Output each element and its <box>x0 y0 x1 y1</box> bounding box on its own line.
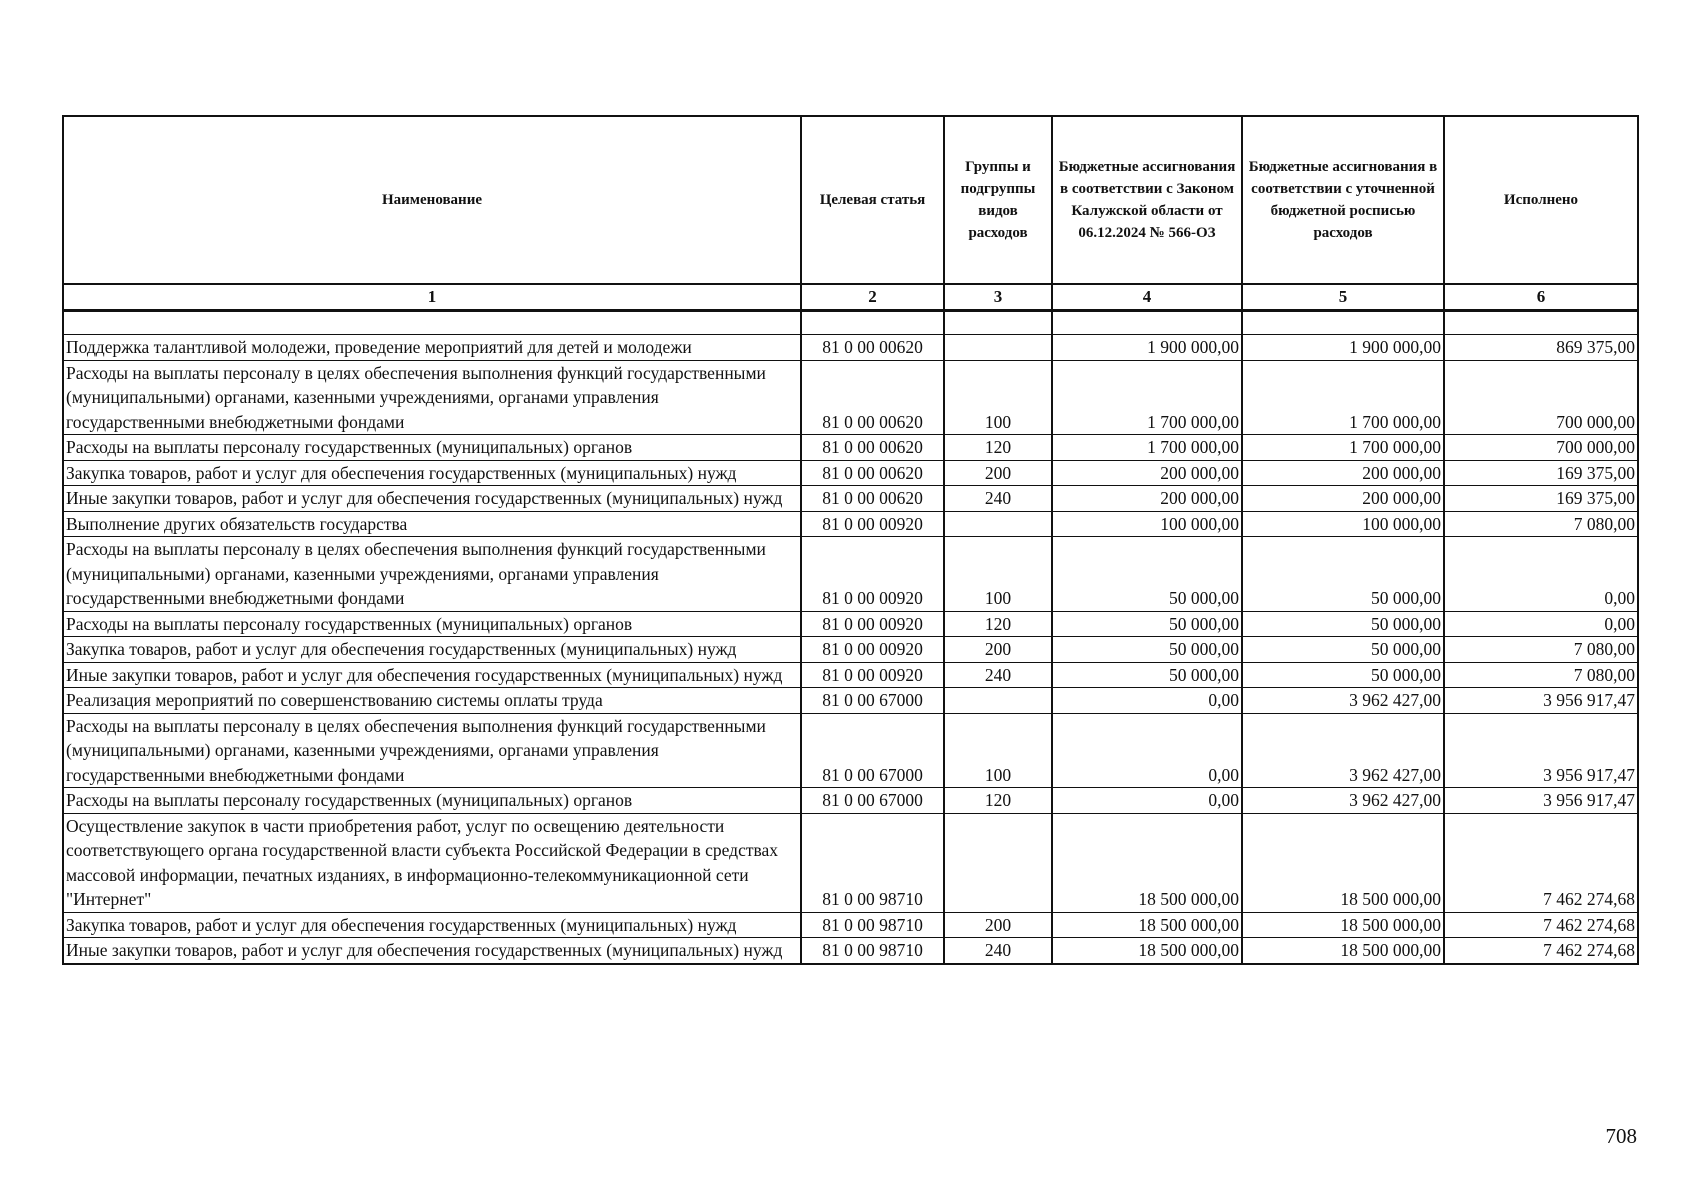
target-article-cell: 81 0 00 00920 <box>801 611 944 637</box>
column-number: 2 <box>801 284 944 311</box>
law-allocation-cell: 18 500 000,00 <box>1052 912 1242 938</box>
refined-allocation-cell: 100 000,00 <box>1242 511 1444 537</box>
expense-group-cell: 200 <box>944 912 1052 938</box>
expense-group-cell <box>944 813 1052 912</box>
table-row <box>63 435 1638 461</box>
row-name-cell: Выполнение других обязательств государства <box>63 511 801 537</box>
target-article-cell: 81 0 00 00920 <box>801 637 944 663</box>
executed-cell: 0,00 <box>1444 537 1638 612</box>
row-name-cell: Расходы на выплаты персоналу в целях обеспечения выполнения функций государственными (муниципальными) органами, казенными учреждениями, органами управления государственными внебюджетными фондами <box>63 537 801 612</box>
table-row <box>63 611 1638 637</box>
target-article-cell: 81 0 00 98710 <box>801 938 944 964</box>
row-name-cell: Закупка товаров, работ и услуг для обеспечения государственных (муниципальных) нужд <box>63 637 801 663</box>
budget-execution-table <box>62 115 1639 965</box>
executed-cell: 3 956 917,47 <box>1444 713 1638 788</box>
header-name: Наименование <box>63 116 801 284</box>
target-article-cell: 81 0 00 67000 <box>801 788 944 814</box>
row-name-cell: Поддержка талантливой молодежи, проведение мероприятий для детей и молодежи <box>63 335 801 361</box>
target-article-cell: 81 0 00 00920 <box>801 511 944 537</box>
table-row <box>63 912 1638 938</box>
executed-cell: 700 000,00 <box>1444 360 1638 435</box>
law-allocation-cell: 1 700 000,00 <box>1052 435 1242 461</box>
refined-allocation-cell: 3 962 427,00 <box>1242 713 1444 788</box>
refined-allocation-cell: 3 962 427,00 <box>1242 788 1444 814</box>
table-row <box>63 460 1638 486</box>
header-refined-allocations: Бюджетные ассигнования в соответствии с уточненной бюджетной росписью расходов <box>1242 116 1444 284</box>
header-row <box>63 116 1638 284</box>
column-number: 3 <box>944 284 1052 311</box>
refined-allocation-cell: 50 000,00 <box>1242 637 1444 663</box>
refined-allocation-cell: 1 700 000,00 <box>1242 435 1444 461</box>
executed-cell: 7 080,00 <box>1444 662 1638 688</box>
target-article-cell: 81 0 00 67000 <box>801 713 944 788</box>
expense-group-cell: 120 <box>944 611 1052 637</box>
expense-group-cell: 200 <box>944 460 1052 486</box>
expense-group-cell: 200 <box>944 637 1052 663</box>
executed-cell: 169 375,00 <box>1444 486 1638 512</box>
expense-group-cell <box>944 335 1052 361</box>
row-name-cell: Иные закупки товаров, работ и услуг для обеспечения государственных (муниципальных) нужд <box>63 486 801 512</box>
refined-allocation-cell: 3 962 427,00 <box>1242 688 1444 714</box>
table-row <box>63 688 1638 714</box>
executed-cell: 7 462 274,68 <box>1444 912 1638 938</box>
column-number: 4 <box>1052 284 1242 311</box>
law-allocation-cell: 200 000,00 <box>1052 460 1242 486</box>
refined-allocation-cell: 18 500 000,00 <box>1242 912 1444 938</box>
target-article-cell: 81 0 00 00620 <box>801 335 944 361</box>
header-executed: Исполнено <box>1444 116 1638 284</box>
refined-allocation-cell: 50 000,00 <box>1242 662 1444 688</box>
table-row <box>63 511 1638 537</box>
expense-group-cell: 100 <box>944 713 1052 788</box>
expense-group-cell: 100 <box>944 537 1052 612</box>
row-name-cell: Закупка товаров, работ и услуг для обеспечения государственных (муниципальных) нужд <box>63 460 801 486</box>
row-name-cell: Расходы на выплаты персоналу государственных (муниципальных) органов <box>63 788 801 814</box>
column-number: 5 <box>1242 284 1444 311</box>
refined-allocation-cell: 1 700 000,00 <box>1242 360 1444 435</box>
row-name-cell: Осуществление закупок в части приобретения работ, услуг по освещению деятельности соответствующего органа государственной власти субъекта Российской Федерации в средствах массовой информации, печатных изданиях, в информационно-телекоммуникационной сети "Интернет" <box>63 813 801 912</box>
table-row <box>63 662 1638 688</box>
target-article-cell: 81 0 00 00920 <box>801 662 944 688</box>
expense-group-cell <box>944 511 1052 537</box>
row-name-cell: Расходы на выплаты персоналу в целях обеспечения выполнения функций государственными (муниципальными) органами, казенными учреждениями, органами управления государственными внебюджетными фондами <box>63 713 801 788</box>
table-row <box>63 637 1638 663</box>
row-name-cell: Реализация мероприятий по совершенствованию системы оплаты труда <box>63 688 801 714</box>
expense-group-cell: 120 <box>944 788 1052 814</box>
row-name-cell: Расходы на выплаты персоналу государственных (муниципальных) органов <box>63 611 801 637</box>
header-expense-groups: Группы и подгруппы видов расходов <box>944 116 1052 284</box>
executed-cell: 3 956 917,47 <box>1444 688 1638 714</box>
law-allocation-cell: 0,00 <box>1052 788 1242 814</box>
target-article-cell: 81 0 00 00620 <box>801 360 944 435</box>
refined-allocation-cell: 1 900 000,00 <box>1242 335 1444 361</box>
target-article-cell: 81 0 00 67000 <box>801 688 944 714</box>
target-article-cell: 81 0 00 00620 <box>801 460 944 486</box>
target-article-cell: 81 0 00 98710 <box>801 912 944 938</box>
law-allocation-cell: 50 000,00 <box>1052 537 1242 612</box>
header-law-allocations: Бюджетные ассигнования в соответствии с Законом Калужской области от 06.12.2024 № 566-ОЗ <box>1052 116 1242 284</box>
law-allocation-cell: 1 900 000,00 <box>1052 335 1242 361</box>
refined-allocation-cell: 200 000,00 <box>1242 460 1444 486</box>
row-name-cell: Расходы на выплаты персоналу государственных (муниципальных) органов <box>63 435 801 461</box>
law-allocation-cell: 0,00 <box>1052 688 1242 714</box>
law-allocation-cell: 18 500 000,00 <box>1052 813 1242 912</box>
spacer-row <box>63 311 1638 335</box>
table-row <box>63 537 1638 612</box>
law-allocation-cell: 50 000,00 <box>1052 637 1242 663</box>
table-row <box>63 813 1638 912</box>
table-row <box>63 938 1638 964</box>
table-row <box>63 713 1638 788</box>
refined-allocation-cell: 18 500 000,00 <box>1242 813 1444 912</box>
law-allocation-cell: 18 500 000,00 <box>1052 938 1242 964</box>
page-number: 708 <box>1605 1124 1637 1148</box>
executed-cell: 169 375,00 <box>1444 460 1638 486</box>
target-article-cell: 81 0 00 00920 <box>801 537 944 612</box>
table-row <box>63 486 1638 512</box>
row-name-cell: Закупка товаров, работ и услуг для обеспечения государственных (муниципальных) нужд <box>63 912 801 938</box>
table-row <box>63 335 1638 361</box>
executed-cell: 7 080,00 <box>1444 637 1638 663</box>
target-article-cell: 81 0 00 00620 <box>801 486 944 512</box>
law-allocation-cell: 100 000,00 <box>1052 511 1242 537</box>
target-article-cell: 81 0 00 98710 <box>801 813 944 912</box>
column-number-row <box>63 284 1638 311</box>
executed-cell: 3 956 917,47 <box>1444 788 1638 814</box>
column-number: 1 <box>63 284 801 311</box>
refined-allocation-cell: 50 000,00 <box>1242 537 1444 612</box>
row-name-cell: Расходы на выплаты персоналу в целях обеспечения выполнения функций государственными (муниципальными) органами, казенными учреждениями, органами управления государственными внебюджетными фондами <box>63 360 801 435</box>
law-allocation-cell: 0,00 <box>1052 713 1242 788</box>
law-allocation-cell: 50 000,00 <box>1052 662 1242 688</box>
executed-cell: 7 080,00 <box>1444 511 1638 537</box>
header-target-article: Целевая статья <box>801 116 944 284</box>
refined-allocation-cell: 200 000,00 <box>1242 486 1444 512</box>
expense-group-cell: 240 <box>944 938 1052 964</box>
table-row <box>63 360 1638 435</box>
expense-group-cell <box>944 688 1052 714</box>
expense-group-cell: 100 <box>944 360 1052 435</box>
row-name-cell: Иные закупки товаров, работ и услуг для обеспечения государственных (муниципальных) нужд <box>63 662 801 688</box>
expense-group-cell: 240 <box>944 662 1052 688</box>
expense-group-cell: 120 <box>944 435 1052 461</box>
refined-allocation-cell: 50 000,00 <box>1242 611 1444 637</box>
executed-cell: 869 375,00 <box>1444 335 1638 361</box>
refined-allocation-cell: 18 500 000,00 <box>1242 938 1444 964</box>
executed-cell: 7 462 274,68 <box>1444 938 1638 964</box>
law-allocation-cell: 50 000,00 <box>1052 611 1242 637</box>
executed-cell: 0,00 <box>1444 611 1638 637</box>
table-row <box>63 788 1638 814</box>
expense-group-cell: 240 <box>944 486 1052 512</box>
target-article-cell: 81 0 00 00620 <box>801 435 944 461</box>
law-allocation-cell: 1 700 000,00 <box>1052 360 1242 435</box>
row-name-cell: Иные закупки товаров, работ и услуг для обеспечения государственных (муниципальных) нужд <box>63 938 801 964</box>
table-body <box>63 311 1638 964</box>
executed-cell: 700 000,00 <box>1444 435 1638 461</box>
executed-cell: 7 462 274,68 <box>1444 813 1638 912</box>
law-allocation-cell: 200 000,00 <box>1052 486 1242 512</box>
column-number: 6 <box>1444 284 1638 311</box>
